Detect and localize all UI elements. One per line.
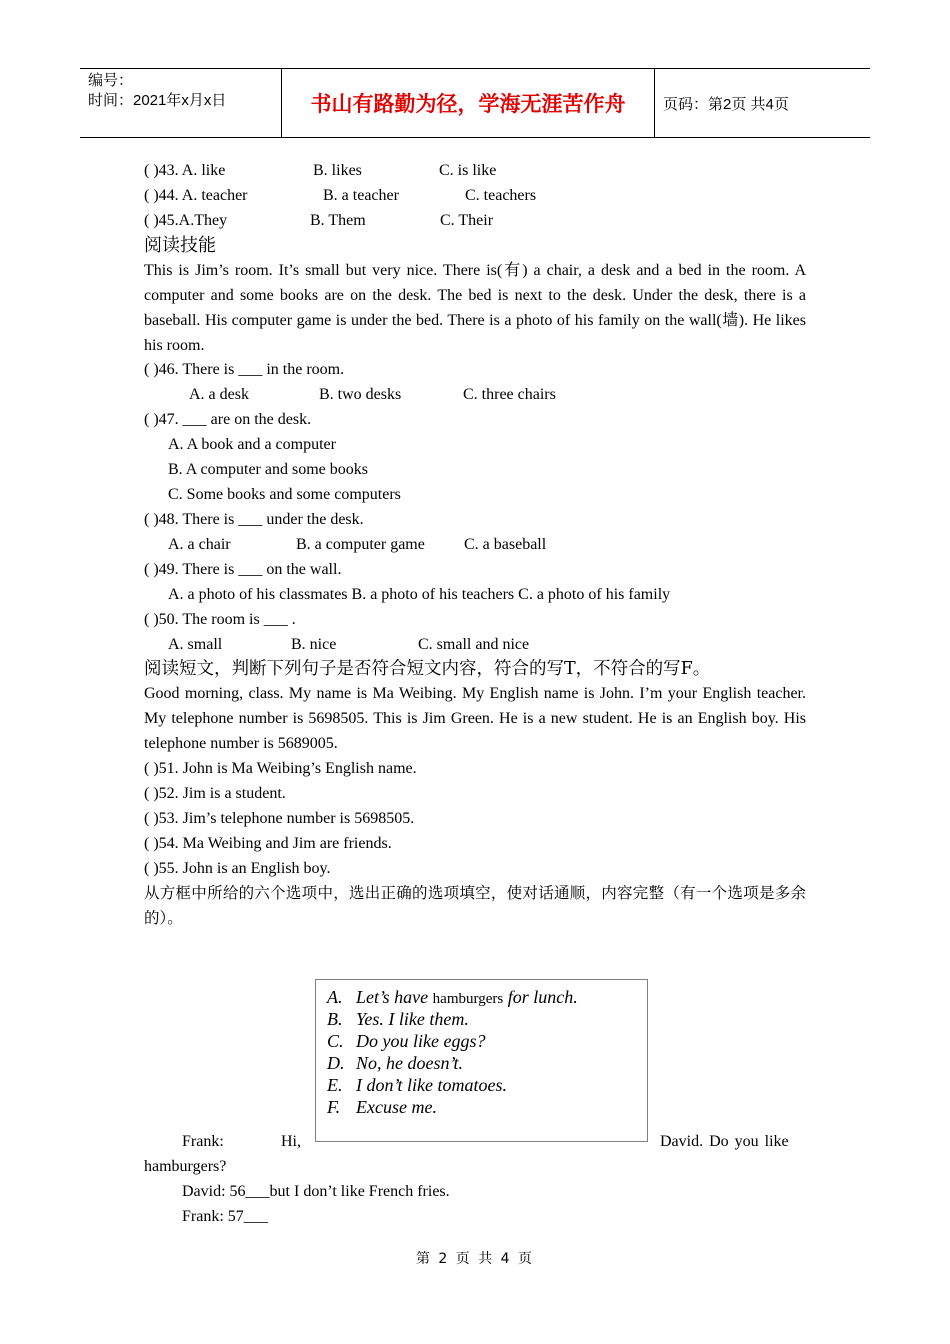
q50-option-c: C. small and nice bbox=[418, 636, 530, 653]
q48-option-c: C. a baseball bbox=[464, 536, 547, 553]
dialog-frank-line-2: Frank: 57___ bbox=[182, 1208, 268, 1225]
q43-option-b: B. likes bbox=[313, 162, 362, 179]
question-50: ( )50. The room is ___ . bbox=[144, 611, 296, 628]
header-divider bbox=[654, 69, 655, 137]
tf-item-54: ( )54. Ma Weibing and Jim are friends. bbox=[144, 835, 392, 852]
option-text: hamburgers bbox=[432, 991, 504, 1007]
option-letter: A. bbox=[327, 987, 343, 1007]
time-label: 时间：2021年x月x日 bbox=[88, 92, 227, 109]
box-option-e bbox=[327, 1074, 507, 1096]
question-43: ( )43. A. like bbox=[144, 162, 226, 179]
box-option-a bbox=[327, 986, 578, 1010]
section-heading-dialog: 从方框中所给的六个选项中，选出正确的选项填空，使对话通顺，内容完整（有一个选项是多余的）。 bbox=[144, 884, 806, 927]
q47-option-a: A. A book and a computer bbox=[168, 436, 336, 453]
section-heading-true-false: 阅读短文，判断下列句子是否符合短文内容，符合的写T，不符合的写F。 bbox=[144, 659, 711, 679]
dialog-frank-line-cont: hamburgers? bbox=[144, 1158, 227, 1175]
question-44: ( )44. A. teacher bbox=[144, 187, 248, 204]
dialog-speaker-frank: Frank: bbox=[182, 1133, 224, 1150]
question-45: ( )45.A.They bbox=[144, 212, 228, 229]
q48-option-b: B. a computer game bbox=[296, 536, 425, 553]
q47-option-b: B. A computer and some books bbox=[168, 461, 368, 478]
question-46: ( )46. There is ___ in the room. bbox=[144, 361, 345, 378]
option-letter: C. bbox=[327, 1031, 344, 1051]
header-meta bbox=[88, 71, 226, 111]
option-text: I don’t like tomatoes. bbox=[356, 1075, 507, 1095]
q45-option-c: C. Their bbox=[440, 212, 494, 229]
header-motto: 书山有路勤为径，学海无涯苦作舟 bbox=[310, 92, 626, 116]
q46-option-a: A. a desk bbox=[189, 386, 249, 403]
q47-option-c: C. Some books and some computers bbox=[168, 486, 401, 503]
q49-options: A. a photo of his classmates B. a photo of his teachers C. a photo of his family bbox=[168, 586, 671, 603]
dialog-david-line: David: 56___but I don’t like French fries. bbox=[182, 1183, 450, 1200]
option-text: Let’s have bbox=[356, 987, 433, 1007]
tf-item-51: ( )51. John is Ma Weibing’s English name. bbox=[144, 760, 417, 777]
question-48: ( )48. There is ___ under the desk. bbox=[144, 511, 364, 528]
tf-item-52: ( )52. Jim is a student. bbox=[144, 785, 286, 802]
reading-passage-2: Good morning, class. My name is Ma Weibing. My English name is John. I’m your English teacher. My telephone number is 5698505. This is Jim Green. He is a new student. He is an English boy. His telephone number is 5689005. bbox=[144, 685, 806, 752]
q45-option-b: B. Them bbox=[310, 212, 366, 229]
tf-item-55: ( )55. John is an English boy. bbox=[144, 860, 331, 877]
q44-option-b: B. a teacher bbox=[323, 187, 399, 204]
dialog-frank-greeting: Hi, bbox=[281, 1133, 301, 1150]
option-text: Do you like eggs? bbox=[356, 1031, 486, 1051]
section-heading-reading: 阅读技能 bbox=[144, 235, 216, 256]
option-letter: B. bbox=[327, 1009, 343, 1029]
question-47: ( )47. ___ are on the desk. bbox=[144, 411, 312, 428]
q46-option-c: C. three chairs bbox=[463, 386, 556, 403]
reading-passage-1: This is Jim’s room. It’s small but very nice. There is(有) a chair, a desk and a bed in the room. A computer and some books are on the desk. The bed is next to the desk. Under the desk, there is a baseball. His computer game is under the bed. There is a photo of his family on the wall(墙). He likes his room. bbox=[144, 262, 807, 354]
q43-option-c: C. is like bbox=[439, 162, 497, 179]
dialog-frank-line: David. Do you like bbox=[660, 1133, 789, 1150]
box-option-d bbox=[327, 1052, 463, 1074]
q46-option-b: B. two desks bbox=[319, 386, 402, 403]
box-option-c bbox=[327, 1030, 485, 1052]
option-text: for lunch. bbox=[503, 987, 578, 1007]
q44-option-c: C. teachers bbox=[465, 187, 537, 204]
question-49: ( )49. There is ___ on the wall. bbox=[144, 561, 342, 578]
q50-option-a: A. small bbox=[168, 636, 223, 653]
q48-option-a: A. a chair bbox=[168, 536, 231, 553]
box-option-f bbox=[327, 1096, 437, 1118]
option-letter: D. bbox=[327, 1053, 345, 1073]
page-footer: 第 2 页 共 4 页 bbox=[415, 1251, 535, 1267]
option-letter: F. bbox=[327, 1097, 341, 1117]
option-text: Excuse me. bbox=[356, 1097, 437, 1117]
box-option-b bbox=[327, 1008, 469, 1030]
page-info: 页码：第2页 共4页 bbox=[663, 96, 789, 113]
tf-item-53: ( )53. Jim’s telephone number is 5698505. bbox=[144, 810, 415, 827]
q50-option-b: B. nice bbox=[291, 636, 337, 653]
page-header bbox=[80, 68, 870, 138]
option-text: Yes. I like them. bbox=[356, 1009, 469, 1029]
option-letter: E. bbox=[327, 1075, 343, 1095]
number-label: 编号： bbox=[88, 72, 134, 89]
option-text: No, he doesn’t. bbox=[356, 1053, 463, 1073]
